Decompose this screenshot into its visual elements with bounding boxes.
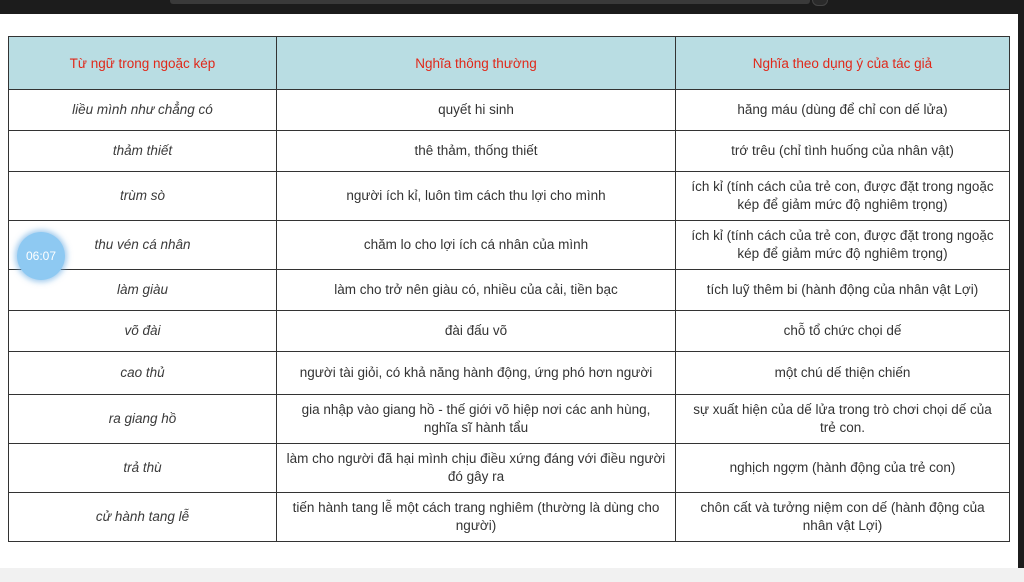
cell-word: thu vén cá nhân <box>9 221 277 270</box>
video-timestamp-badge[interactable]: 06:07 <box>17 232 65 280</box>
cell-author-meaning: chôn cất và tưởng niệm con dế (hành động của nhân vật Lợi) <box>676 493 1010 542</box>
video-top-bar <box>0 0 1024 14</box>
table-row <box>9 493 1010 542</box>
cell-author-meaning: chỗ tổ chức chọi dế <box>676 311 1010 352</box>
cell-word: trùm sò <box>9 172 277 221</box>
table-row <box>9 352 1010 395</box>
table-row <box>9 221 1010 270</box>
cell-normal-meaning: làm cho trở nên giàu có, nhiều của cải, tiền bạc <box>277 270 676 311</box>
cell-normal-meaning: quyết hi sinh <box>277 90 676 131</box>
cell-word: cao thủ <box>9 352 277 395</box>
cell-word: thảm thiết <box>9 131 277 172</box>
cell-word: trả thù <box>9 444 277 493</box>
cell-word: liều mình như chẳng có <box>9 90 277 131</box>
header-normal-meaning: Nghĩa thông thường <box>277 37 676 90</box>
cell-author-meaning: sự xuất hiện của dế lửa trong trò chơi chọi dế của trẻ con. <box>676 395 1010 444</box>
cell-normal-meaning: làm cho người đã hại mình chịu điều xứng đáng với điều người đó gây ra <box>277 444 676 493</box>
cell-normal-meaning: gia nhập vào giang hồ - thế giới võ hiệp nơi các anh hùng, nghĩa sĩ hành tẩu <box>277 395 676 444</box>
vocabulary-table <box>8 36 1010 542</box>
cell-normal-meaning: người tài giỏi, có khả năng hành động, ứng phó hơn người <box>277 352 676 395</box>
table-row <box>9 444 1010 493</box>
cell-word: cử hành tang lễ <box>9 493 277 542</box>
table-row <box>9 131 1010 172</box>
cell-normal-meaning: chăm lo cho lợi ích cá nhân của mình <box>277 221 676 270</box>
cell-author-meaning: nghịch ngợm (hành động của trẻ con) <box>676 444 1010 493</box>
cell-author-meaning: hăng máu (dùng để chỉ con dế lửa) <box>676 90 1010 131</box>
table-row <box>9 172 1010 221</box>
table-row <box>9 270 1010 311</box>
cell-word: võ đài <box>9 311 277 352</box>
player-control-knob[interactable] <box>812 0 828 6</box>
cell-normal-meaning: người ích kỉ, luôn tìm cách thu lợi cho mình <box>277 172 676 221</box>
table-header-row <box>9 37 1010 90</box>
cell-word: làm giàu <box>9 270 277 311</box>
cell-author-meaning: ích kỉ (tính cách của trẻ con, được đặt trong ngoặc kép để giảm mức độ nghiêm trọng) <box>676 221 1010 270</box>
cell-normal-meaning: thê thảm, thống thiết <box>277 131 676 172</box>
table-row <box>9 90 1010 131</box>
bottom-strip <box>0 568 1024 582</box>
cell-normal-meaning: đài đấu võ <box>277 311 676 352</box>
cell-author-meaning: một chú dế thiện chiến <box>676 352 1010 395</box>
cell-normal-meaning: tiến hành tang lễ một cách trang nghiêm (thường là dùng cho người) <box>277 493 676 542</box>
player-progress-strip[interactable] <box>170 0 810 4</box>
cell-word: ra giang hồ <box>9 395 277 444</box>
header-author-meaning: Nghĩa theo dụng ý của tác giả <box>676 37 1010 90</box>
cell-author-meaning: tích luỹ thêm bi (hành động của nhân vật Lợi) <box>676 270 1010 311</box>
right-edge-bar <box>1018 14 1024 568</box>
cell-author-meaning: ích kỉ (tính cách của trẻ con, được đặt trong ngoặc kép để giảm mức độ nghiêm trọng) <box>676 172 1010 221</box>
table-row <box>9 311 1010 352</box>
table-row <box>9 395 1010 444</box>
cell-author-meaning: trớ trêu (chỉ tình huống của nhân vật) <box>676 131 1010 172</box>
header-quoted-word: Từ ngữ trong ngoặc kép <box>9 37 277 90</box>
